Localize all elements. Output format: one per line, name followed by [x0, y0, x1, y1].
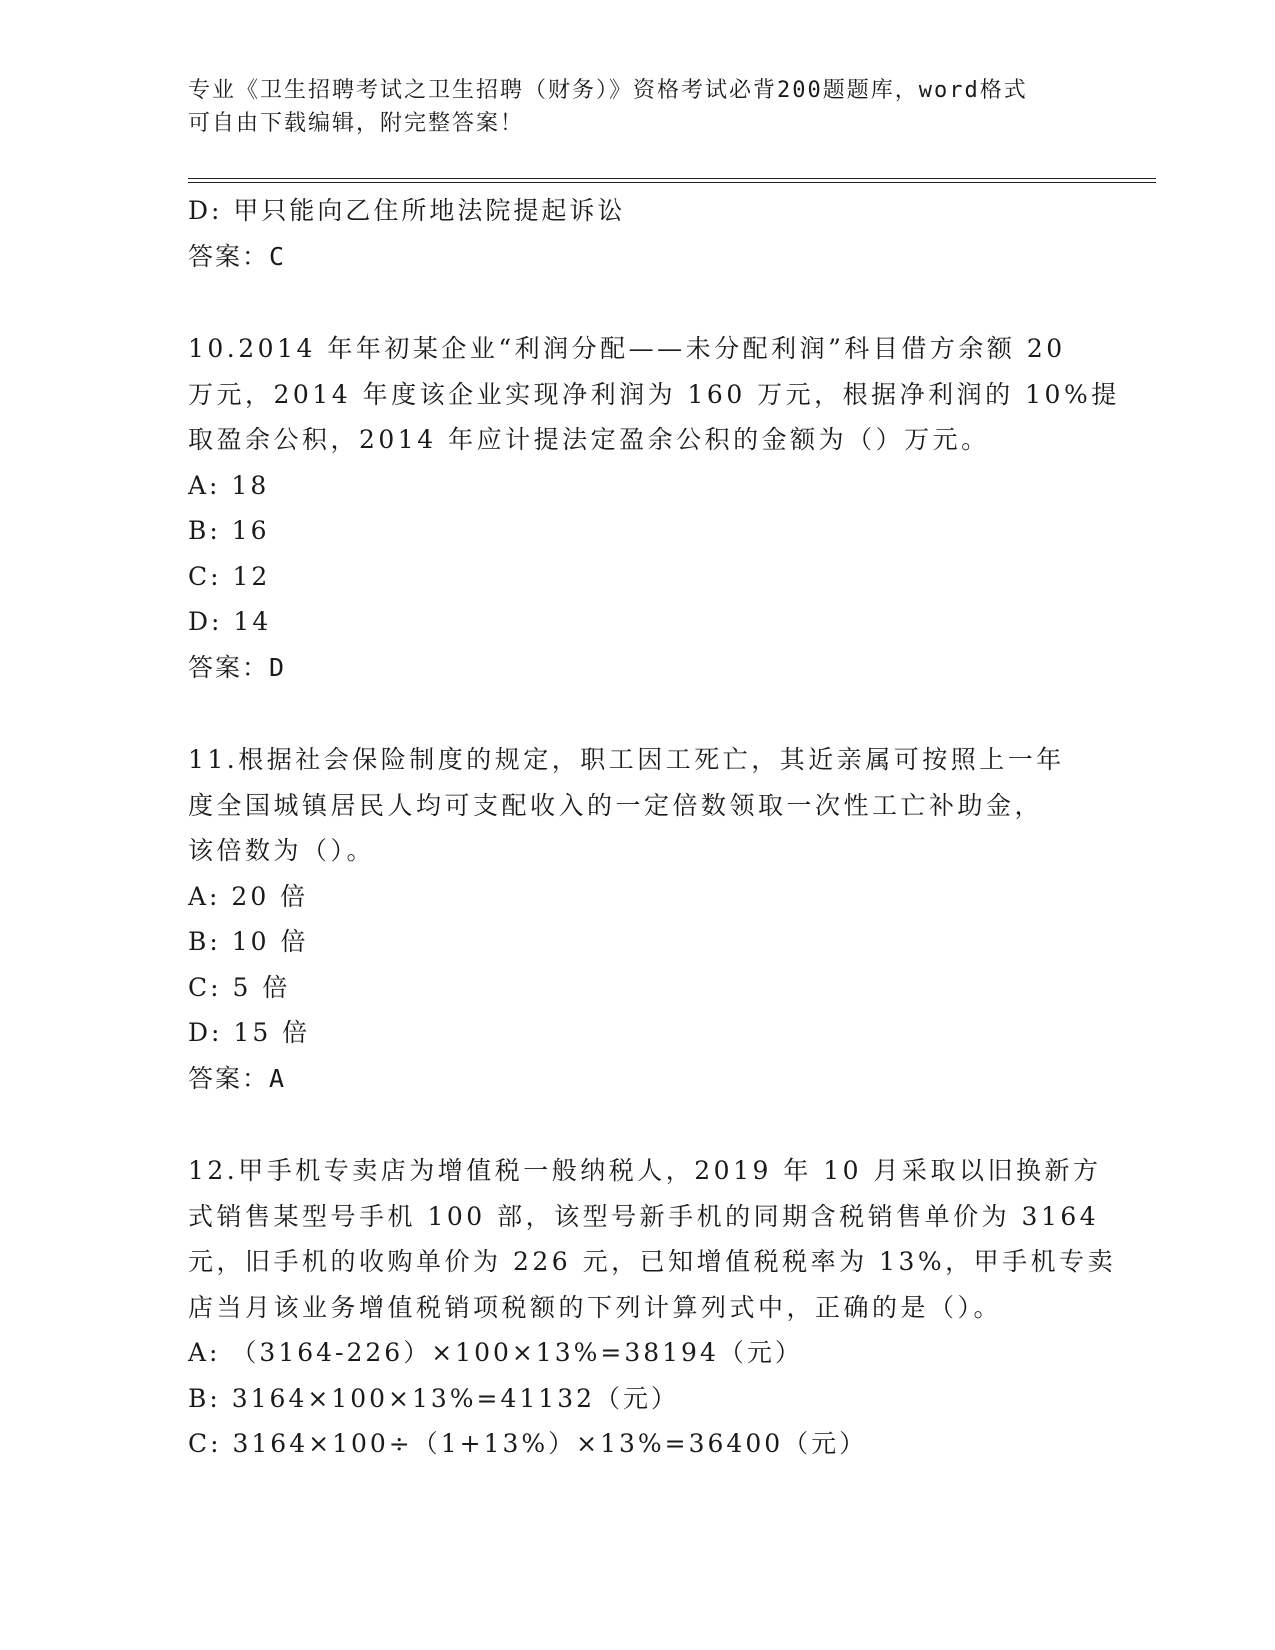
stem-line: 11.根据社会保险制度的规定，职工因工死亡，其近亲属可按照上一年: [188, 745, 1065, 774]
question-11: [188, 737, 1088, 1101]
question-stem: [188, 1148, 1117, 1330]
option-a: A: 18: [188, 470, 270, 500]
stem-line: 度全国城镇居民人均可支配收入的一定倍数领取一次性工亡补助金，: [188, 790, 1044, 820]
spacer: [188, 690, 1088, 737]
question-9-tail: [188, 188, 1088, 279]
stem-line: 该倍数为（）。: [188, 836, 376, 865]
option-d: D: 14: [188, 607, 272, 636]
stem-line: 10.2014 年年初某企业“利润分配——未分配利润”科目借方余额 20: [188, 334, 1066, 363]
option-d: D: 甲只能向乙住所地法院提起诉讼: [188, 196, 626, 225]
answer-line: 答案：C: [188, 241, 287, 271]
header-line-2: 可自由下载编辑，附完整答案！: [188, 111, 525, 136]
stem-line: 式销售某型号手机 100 部，该型号新手机的同期含税销售单价为 3164: [188, 1201, 1100, 1231]
question-list: [188, 188, 1120, 1467]
option-b: B: 10 倍: [188, 927, 309, 956]
answer-line: 答案：D: [188, 652, 287, 682]
page-header: [188, 74, 1088, 140]
header-divider: [188, 178, 1156, 183]
option-a: A: （3164-226）×100×13%=38194（元）: [188, 1338, 803, 1367]
option-b: B: 16: [188, 516, 270, 545]
question-10: [188, 326, 1120, 690]
stem-line: 取盈余公积，2014 年应计提法定盈余公积的金额为（）万元。: [188, 425, 990, 454]
question-12: [188, 1148, 1117, 1467]
spacer: [188, 1101, 1088, 1148]
stem-line: 万元，2014 年度该企业实现净利润为 160 万元，根据净利润的 10%提: [188, 379, 1120, 409]
header-line-1: 专业《卫生招聘考试之卫生招聘（财务）》资格考试必背200题题库，word格式: [188, 78, 1028, 103]
question-stem: [188, 326, 1120, 463]
answer-line: 答案：A: [188, 1063, 287, 1093]
option-d: D: 15 倍: [188, 1018, 311, 1047]
stem-line: 元，旧手机的收购单价为 226 元，已知增值税税率为 13%，甲手机专卖: [188, 1247, 1117, 1276]
option-a: A: 20 倍: [188, 881, 309, 911]
option-c: C: 3164×100÷（1+13%）×13%=36400（元）: [188, 1429, 868, 1458]
stem-line: 12.甲手机专卖店为增值税一般纳税人，2019 年 10 月采取以旧换新方: [188, 1156, 1102, 1185]
spacer: [188, 279, 1088, 326]
option-c: C: 12: [188, 561, 271, 591]
question-stem: [188, 737, 1088, 874]
option-b: B: 3164×100×13%=41132（元）: [188, 1383, 680, 1413]
stem-line: 店当月该业务增值税销项税额的下列计算列式中，正确的是（）。: [188, 1292, 1003, 1322]
option-c: C: 5 倍: [188, 972, 291, 1002]
